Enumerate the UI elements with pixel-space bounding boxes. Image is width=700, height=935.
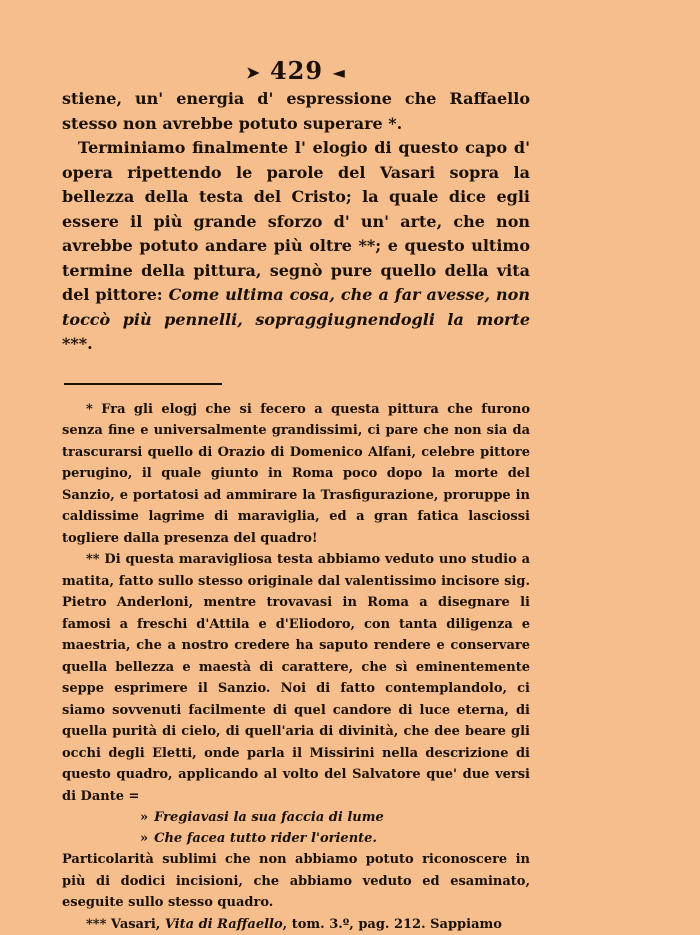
footnote-ref-3: ***. <box>62 334 93 353</box>
paragraph-2 <box>62 136 530 357</box>
verse-quote-mark: » <box>140 810 148 825</box>
paragraph-2-text: Terminiamo finalmente l' elogio di questo capo d' opera ripettendo le parole del Vasari sopra la bellezza della testa del Cristo; la quale dice egli essere il più grande sforzo d' un' arte, che non avrebbe potuto andare più oltre **; e questo ultimo termine della pittura, segnò pure quello della vita del pittore: <box>62 138 530 304</box>
vita-di-raffaello-title: Vita di Raffaello <box>165 917 283 932</box>
left-arrow-ornament-icon: ◄ <box>332 63 345 82</box>
verse-1-text: Fregiavasi la sua faccia di lume <box>154 810 384 825</box>
vasari-quote: Come ultima cosa, che a far avesse, non toccò più pennelli, sopraggiugnendogli la morte <box>62 285 530 329</box>
page-header <box>62 56 530 85</box>
book-page <box>62 56 530 935</box>
paragraph-1: stiene, un' energia d' espressione che Raffaello stesso non avrebbe potuto superare *. <box>62 87 530 136</box>
main-text <box>62 87 530 357</box>
footnote-2: ** Di questa maravigliosa testa abbiamo veduto uno studio a matita, fatto sullo stesso originale dal valentissimo incisore sig. Pietro Anderloni, mentre trovavasi in Roma a disegnare li famosi a freschi d'Attila e d'Eliodoro, con tanta diligenza e maestria, che a nostro credere ha saputo rendere e conservare quella bellezza e maestà di carattere, che sì eminentemente seppe esprimere il Sanzio. Noi di fatto contemplandolo, ci siamo sovvenuti facilmente di quel candore di luce eterna, di quella purità di cielo, di quell'aria di divinità, che dee beare gli occhi degli Eletti, onde parla il Missirini nella descrizione di questo quadro, applicando al volto del Salvatore que' due versi di Dante = <box>62 549 530 807</box>
verse-quote-mark: » <box>140 831 148 846</box>
footnote-2-continuation: Particolarità sublimi che non abbiamo potuto riconoscere in più di dodici incisioni, che abbiamo veduto ed esaminato, eseguite sullo stesso quadro. <box>62 849 530 914</box>
verse-2-text: Che facea tutto rider l'oriente. <box>154 831 377 846</box>
right-arrow-ornament-icon: ➤ <box>246 63 260 82</box>
dante-verse-1 <box>140 807 530 828</box>
footnote-3-end: , tom. 3.º, pag. 212. Sappiamo <box>283 917 502 932</box>
footnote-divider <box>64 383 222 385</box>
footnote-3 <box>62 914 530 935</box>
footnote-1: * Fra gli elogj che si fecero a questa pittura che furono senza fine e universalmente grandissimi, ci pare che non sia da trascurarsi quello di Orazio di Domenico Alfani, celebre pittore perugino, il quale giunto in Roma poco dopo la morte del Sanzio, e portatosi ad ammirare la Trasfigurazione, proruppe in caldissime lagrime di maraviglia, ed a gran fatica lasciossi togliere dalla presenza del quadro! <box>62 399 530 550</box>
page-number: 429 <box>270 56 323 85</box>
dante-verse-2 <box>140 828 530 849</box>
footnote-3-text: *** Vasari, <box>86 917 165 932</box>
